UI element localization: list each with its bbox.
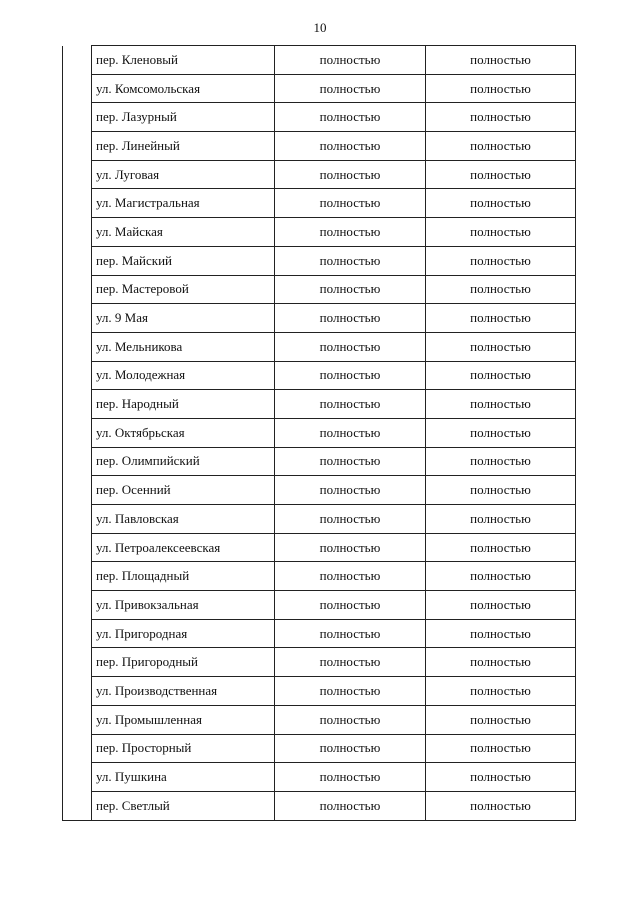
row-number-cell — [63, 591, 92, 620]
street-name-cell: ул. 9 Мая — [92, 304, 275, 333]
coverage-cell-2: полностью — [426, 562, 576, 591]
coverage-cell-2: полностью — [426, 533, 576, 562]
table-row — [63, 361, 576, 390]
street-name-cell: ул. Луговая — [92, 160, 275, 189]
street-name-cell: пер. Просторный — [92, 734, 275, 763]
table-row — [63, 476, 576, 505]
coverage-cell-2: полностью — [426, 361, 576, 390]
coverage-cell-1: полностью — [275, 218, 426, 247]
street-name-cell: пер. Кленовый — [92, 46, 275, 75]
table-row — [63, 591, 576, 620]
street-name-cell: пер. Народный — [92, 390, 275, 419]
street-name-cell: ул. Молодежная — [92, 361, 275, 390]
coverage-cell-2: полностью — [426, 734, 576, 763]
coverage-cell-1: полностью — [275, 505, 426, 534]
coverage-cell-1: полностью — [275, 476, 426, 505]
row-number-cell — [63, 476, 92, 505]
coverage-cell-2: полностью — [426, 160, 576, 189]
table-row — [63, 533, 576, 562]
street-name-cell: ул. Павловская — [92, 505, 275, 534]
row-number-cell — [63, 505, 92, 534]
row-number-cell — [63, 160, 92, 189]
coverage-cell-2: полностью — [426, 648, 576, 677]
row-number-cell — [63, 648, 92, 677]
row-number-cell — [63, 189, 92, 218]
street-name-cell: ул. Пушкина — [92, 763, 275, 792]
page-number: 10 — [313, 20, 327, 35]
row-number-cell — [63, 734, 92, 763]
row-number-cell — [63, 562, 92, 591]
row-number-cell — [63, 246, 92, 275]
coverage-cell-1: полностью — [275, 390, 426, 419]
street-name-cell: пер. Светлый — [92, 791, 275, 820]
coverage-cell-1: полностью — [275, 734, 426, 763]
row-number-cell — [63, 103, 92, 132]
coverage-cell-1: полностью — [275, 791, 426, 820]
coverage-cell-2: полностью — [426, 677, 576, 706]
row-number-cell — [63, 46, 92, 75]
street-name-cell: ул. Петроалексеевская — [92, 533, 275, 562]
table-body — [63, 46, 576, 821]
table-row — [63, 160, 576, 189]
coverage-cell-1: полностью — [275, 103, 426, 132]
coverage-cell-1: полностью — [275, 677, 426, 706]
coverage-cell-2: полностью — [426, 46, 576, 75]
coverage-cell-2: полностью — [426, 791, 576, 820]
coverage-cell-2: полностью — [426, 705, 576, 734]
table-row — [63, 218, 576, 247]
row-number-cell — [63, 218, 92, 247]
coverage-cell-1: полностью — [275, 648, 426, 677]
table-row — [63, 304, 576, 333]
table-row — [63, 390, 576, 419]
table-row — [63, 332, 576, 361]
coverage-cell-1: полностью — [275, 619, 426, 648]
row-number-cell — [63, 533, 92, 562]
table-row — [63, 619, 576, 648]
street-name-cell: ул. Мельникова — [92, 332, 275, 361]
table-row — [63, 74, 576, 103]
row-number-cell — [63, 390, 92, 419]
coverage-cell-1: полностью — [275, 332, 426, 361]
coverage-cell-2: полностью — [426, 218, 576, 247]
street-name-cell: ул. Магистральная — [92, 189, 275, 218]
street-name-cell: пер. Олимпийский — [92, 447, 275, 476]
coverage-cell-2: полностью — [426, 591, 576, 620]
coverage-cell-1: полностью — [275, 591, 426, 620]
street-name-cell: пер. Осенний — [92, 476, 275, 505]
table-row — [63, 791, 576, 820]
street-name-cell: ул. Производственная — [92, 677, 275, 706]
coverage-cell-2: полностью — [426, 505, 576, 534]
table-row — [63, 705, 576, 734]
street-name-cell: ул. Октябрьская — [92, 418, 275, 447]
coverage-cell-2: полностью — [426, 476, 576, 505]
coverage-cell-1: полностью — [275, 132, 426, 161]
row-number-cell — [63, 619, 92, 648]
coverage-cell-1: полностью — [275, 763, 426, 792]
coverage-cell-2: полностью — [426, 103, 576, 132]
table-row — [63, 648, 576, 677]
table-row — [63, 447, 576, 476]
coverage-cell-2: полностью — [426, 390, 576, 419]
table-row — [63, 562, 576, 591]
coverage-cell-1: полностью — [275, 361, 426, 390]
table-row — [63, 246, 576, 275]
coverage-cell-2: полностью — [426, 189, 576, 218]
row-number-cell — [63, 705, 92, 734]
coverage-cell-1: полностью — [275, 46, 426, 75]
table-row — [63, 132, 576, 161]
row-number-cell — [63, 275, 92, 304]
coverage-cell-2: полностью — [426, 763, 576, 792]
street-name-cell: пер. Линейный — [92, 132, 275, 161]
table-row — [63, 763, 576, 792]
street-name-cell: пер. Лазурный — [92, 103, 275, 132]
coverage-cell-1: полностью — [275, 74, 426, 103]
coverage-cell-1: полностью — [275, 447, 426, 476]
row-number-cell — [63, 447, 92, 476]
coverage-cell-1: полностью — [275, 705, 426, 734]
row-number-cell — [63, 332, 92, 361]
coverage-cell-1: полностью — [275, 275, 426, 304]
coverage-cell-1: полностью — [275, 189, 426, 218]
street-name-cell: ул. Пригородная — [92, 619, 275, 648]
table-row — [63, 418, 576, 447]
coverage-cell-2: полностью — [426, 132, 576, 161]
row-number-cell — [63, 132, 92, 161]
table-row — [63, 505, 576, 534]
table-row — [63, 734, 576, 763]
coverage-cell-2: полностью — [426, 275, 576, 304]
coverage-cell-1: полностью — [275, 562, 426, 591]
row-number-cell — [63, 677, 92, 706]
row-number-cell — [63, 763, 92, 792]
coverage-cell-2: полностью — [426, 246, 576, 275]
coverage-cell-1: полностью — [275, 304, 426, 333]
street-name-cell: пер. Мастеровой — [92, 275, 275, 304]
coverage-cell-2: полностью — [426, 418, 576, 447]
street-name-cell: пер. Майский — [92, 246, 275, 275]
row-number-cell — [63, 418, 92, 447]
table-row — [63, 103, 576, 132]
street-name-cell: ул. Привокзальная — [92, 591, 275, 620]
table-row — [63, 189, 576, 218]
row-number-cell — [63, 791, 92, 820]
coverage-cell-1: полностью — [275, 418, 426, 447]
coverage-cell-1: полностью — [275, 246, 426, 275]
row-number-cell — [63, 74, 92, 103]
coverage-cell-2: полностью — [426, 74, 576, 103]
row-number-cell — [63, 304, 92, 333]
table-row — [63, 677, 576, 706]
street-name-cell: ул. Майская — [92, 218, 275, 247]
coverage-cell-2: полностью — [426, 619, 576, 648]
coverage-cell-2: полностью — [426, 332, 576, 361]
street-name-cell: пер. Площадный — [92, 562, 275, 591]
coverage-cell-1: полностью — [275, 533, 426, 562]
coverage-cell-1: полностью — [275, 160, 426, 189]
street-name-cell: ул. Комсомольская — [92, 74, 275, 103]
streets-table — [62, 45, 576, 821]
row-number-cell — [63, 361, 92, 390]
street-name-cell: ул. Промышленная — [92, 705, 275, 734]
street-name-cell: пер. Пригородный — [92, 648, 275, 677]
coverage-cell-2: полностью — [426, 447, 576, 476]
coverage-cell-2: полностью — [426, 304, 576, 333]
table-row — [63, 275, 576, 304]
table-row — [63, 46, 576, 75]
